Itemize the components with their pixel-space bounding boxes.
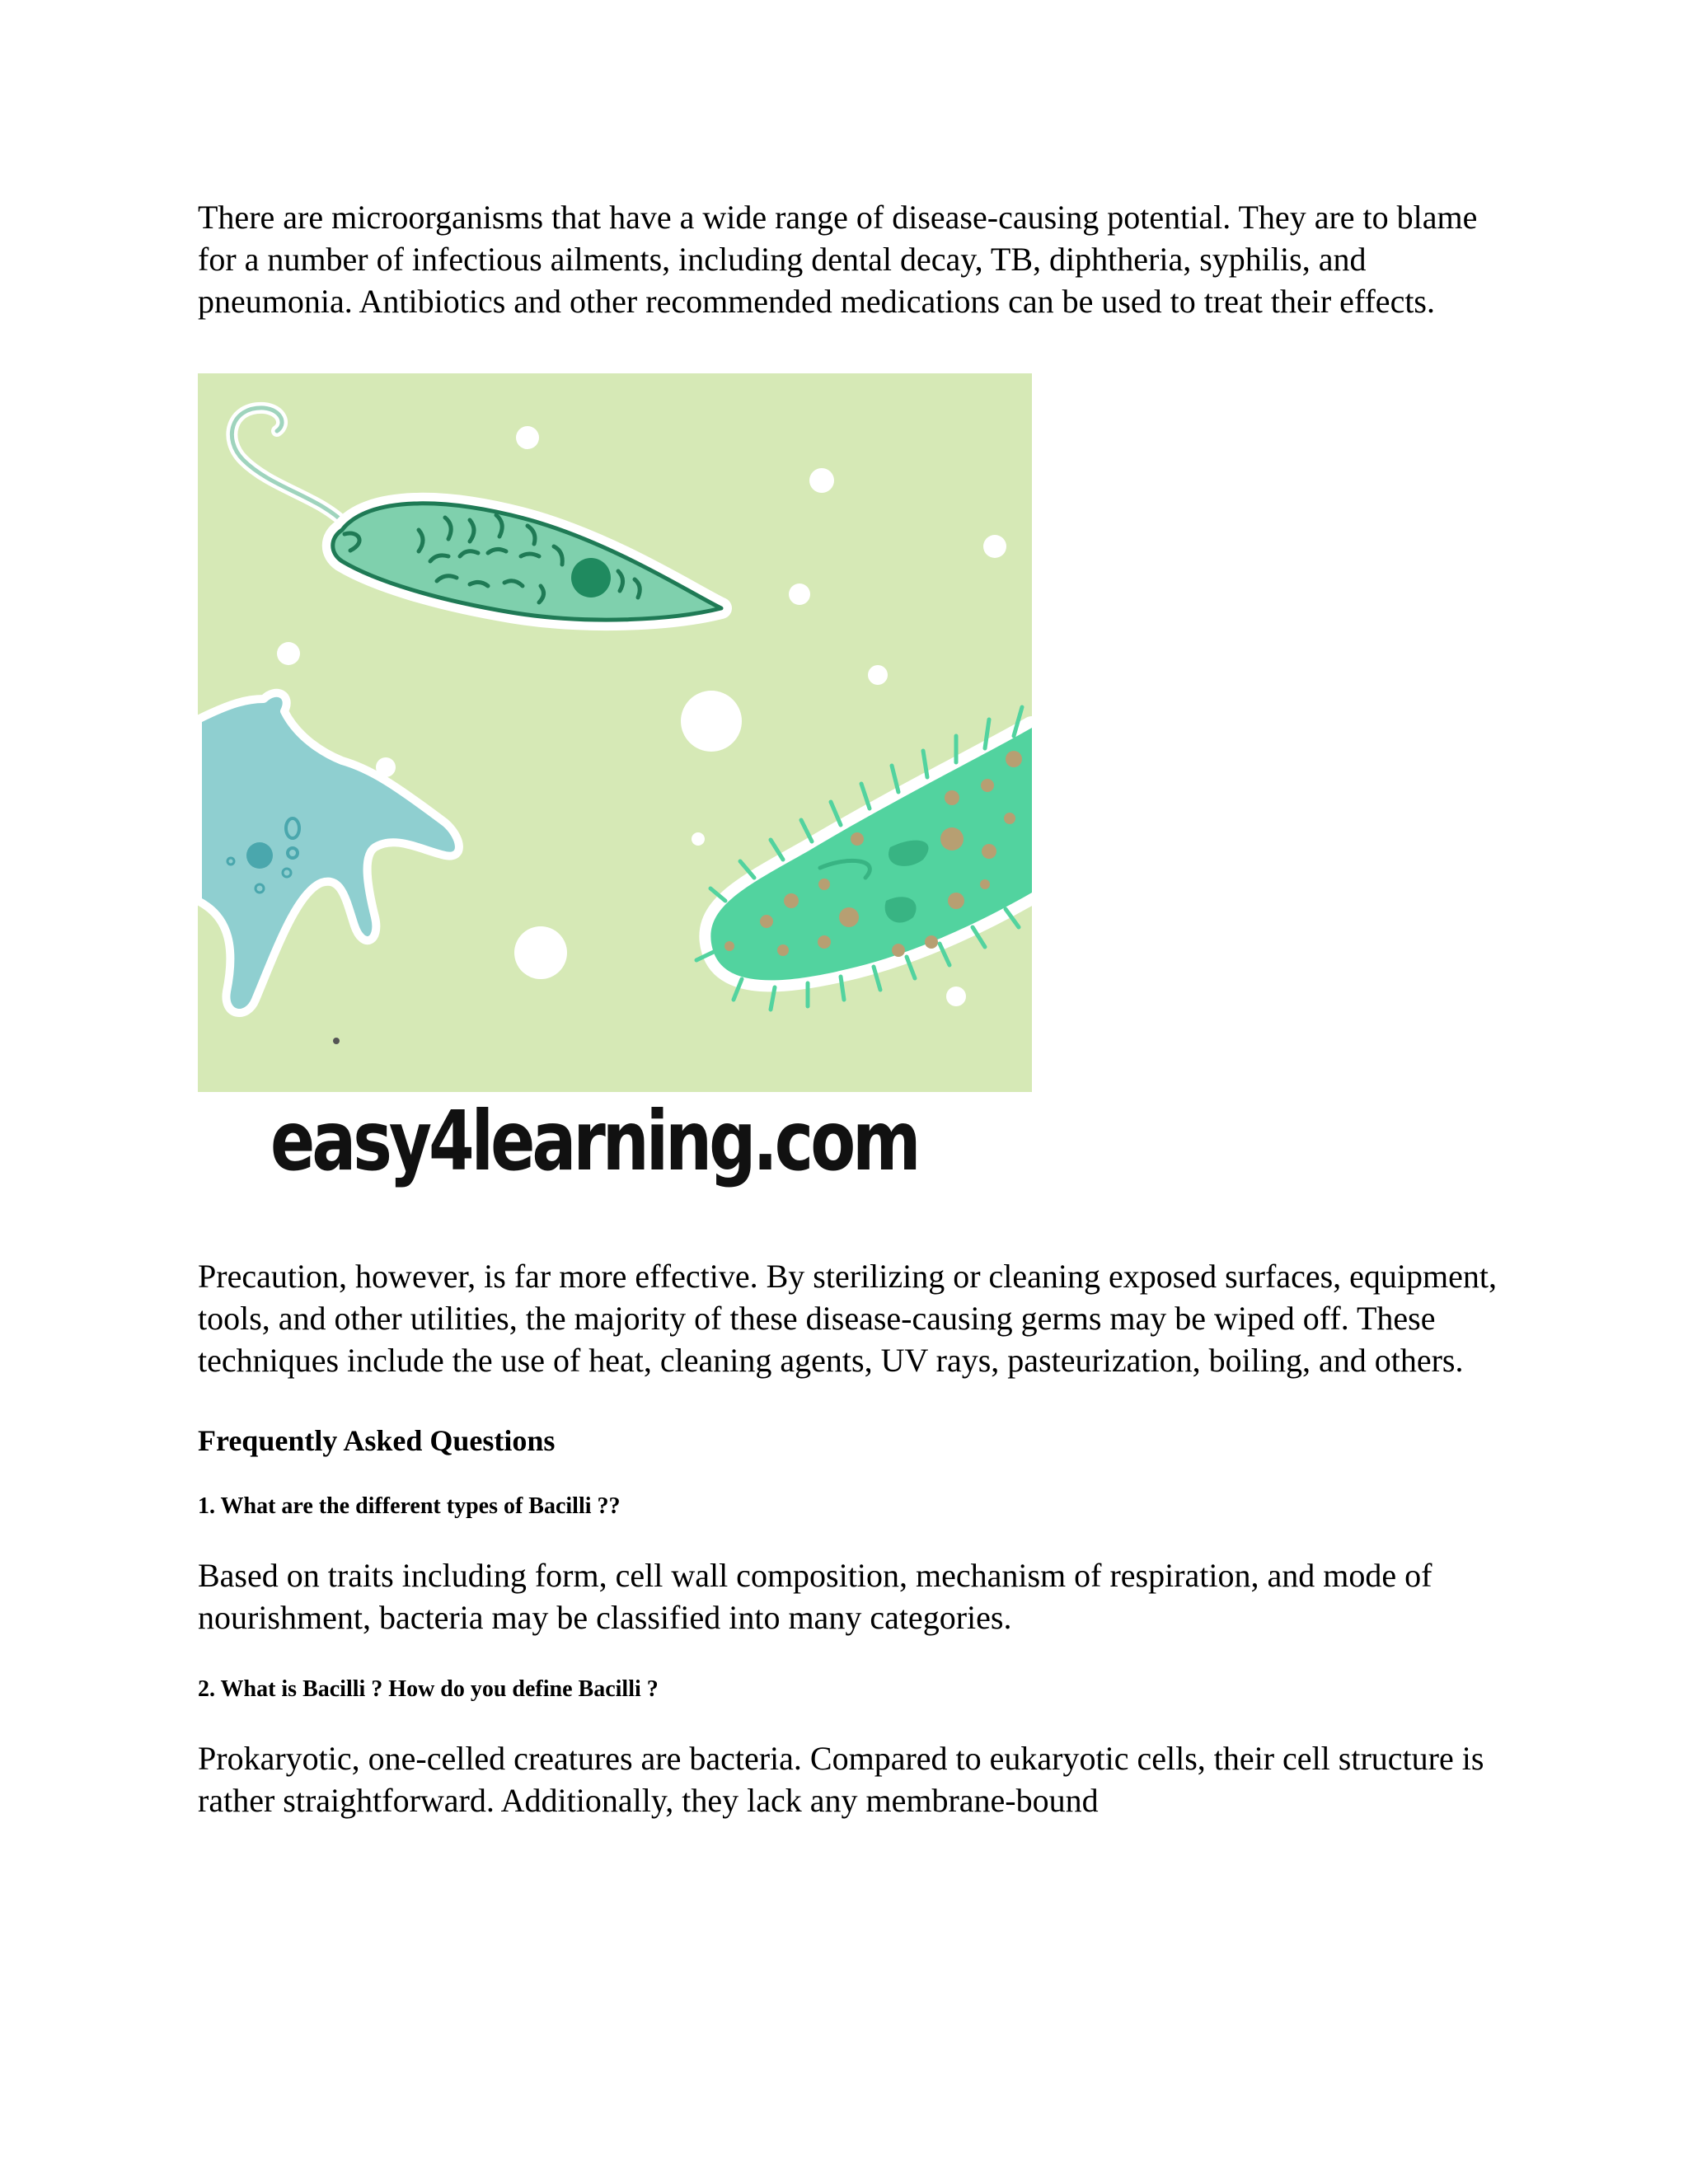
intro-paragraph: There are microorganisms that have a wide range of disease-causing potential. They are to blame for a number of infectious ailments, including dental decay, TB, diphtheria, syphilis, and pneumonia. Antibiotics and other recommended medications can be used to treat their effects. bbox=[198, 199, 1478, 320]
faq-question-1: 1. What are the different types of Bacilli ?? bbox=[198, 1493, 621, 1519]
faq-heading: Frequently Asked Questions bbox=[198, 1424, 556, 1457]
microorganism-illustration bbox=[198, 373, 1032, 1092]
faq-question-2: 2. What is Bacilli ? How do you define Bacilli ? bbox=[198, 1676, 659, 1702]
faq-answer-2: Prokaryotic, one-celled creatures are bacteria. Compared to eukaryotic cells, their cell structure is rather straightforward. Additionally, they lack any membrane-bound bbox=[198, 1740, 1484, 1819]
illustration-background bbox=[198, 373, 1032, 1092]
faq-answer-1: Based on traits including form, cell wall composition, mechanism of respiration, and mode of nourishment, bacteria may be classified into many categories. bbox=[198, 1557, 1432, 1636]
document-page bbox=[198, 196, 1500, 1821]
site-watermark: easy4learning.com bbox=[270, 1093, 918, 1189]
microorganism-figure bbox=[198, 373, 1032, 1189]
precaution-paragraph: Precaution, however, is far more effective. By sterilizing or cleaning exposed surfaces, equipment, tools, and other utilities, the majority of these disease-causing germs may be wiped off. These techniques include the use of heat, cleaning agents, UV rays, pasteurization, boiling, and others. bbox=[198, 1258, 1497, 1379]
